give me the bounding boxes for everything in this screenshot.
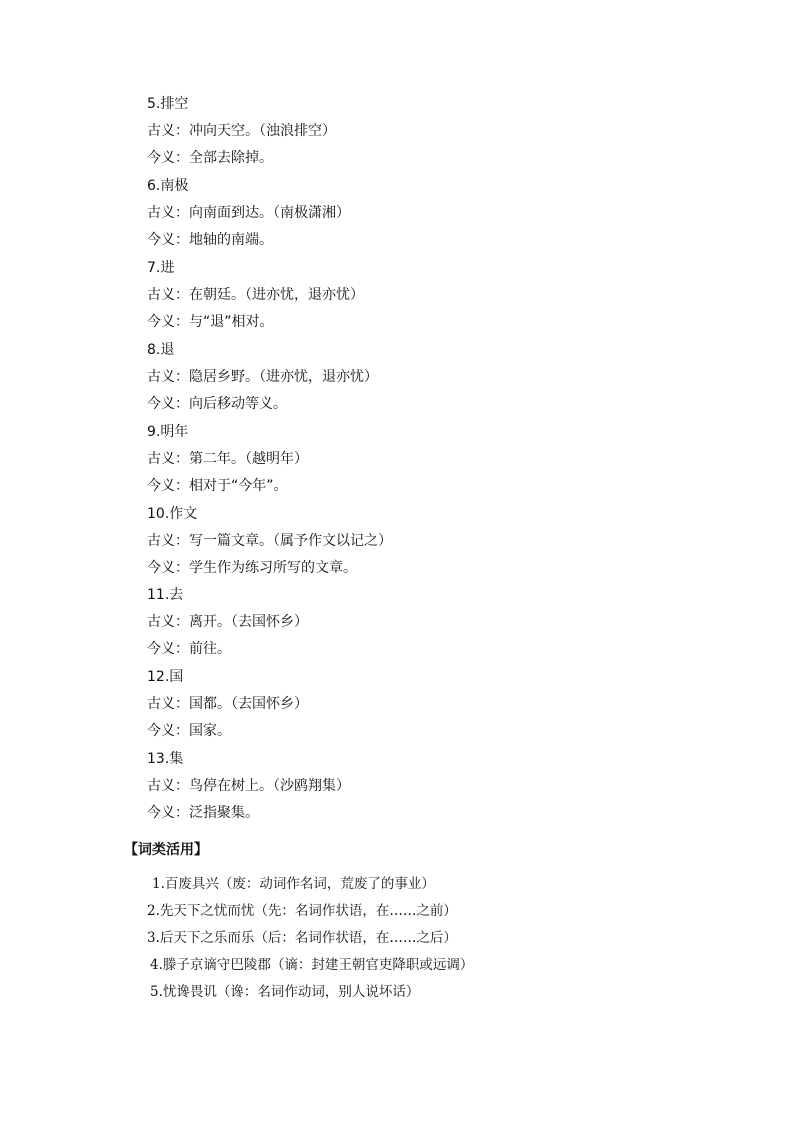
glossary-modern-meaning: 今义：全部去除掉。	[147, 150, 273, 166]
glossary-term: 10.作文	[147, 506, 198, 522]
glossary-modern-meaning: 今义：与“退”相对。	[147, 314, 274, 330]
glossary-modern-meaning: 今义：学生作为练习所写的文章。	[147, 560, 357, 576]
glossary-ancient-meaning: 古义：写一篇文章。（属予作文以记之）	[147, 533, 392, 549]
glossary-term: 9.明年	[147, 424, 189, 440]
glossary-term: 13.集	[147, 751, 184, 767]
glossary-ancient-meaning: 古义：在朝廷。（进亦忧，退亦忧）	[147, 287, 364, 303]
glossary-ancient-meaning: 古义：国都。（去国怀乡）	[147, 696, 308, 712]
glossary-ancient-meaning: 古义：隐居乡野。（进亦忧，退亦忧）	[147, 369, 378, 385]
section-heading: 【词类活用】	[124, 842, 208, 858]
glossary-ancient-meaning: 古义：离开。（去国怀乡）	[147, 614, 308, 630]
glossary-term: 11.去	[147, 587, 184, 603]
usage-item: 2.先天下之忧而忧（先：名词作状语，在……之前）	[147, 903, 457, 919]
glossary-term: 5.排空	[147, 96, 189, 112]
glossary-term: 6.南极	[147, 178, 189, 194]
glossary-ancient-meaning: 古义：向南面到达。（南极潇湘）	[147, 205, 350, 221]
glossary-modern-meaning: 今义：国家。	[147, 723, 231, 739]
glossary-modern-meaning: 今义：泛指聚集。	[147, 805, 259, 821]
glossary-modern-meaning: 今义：向后移动等义。	[147, 396, 287, 412]
glossary-modern-meaning: 今义：相对于“今年”。	[147, 478, 288, 494]
glossary-ancient-meaning: 古义：鸟停在树上。（沙鸥翔集）	[147, 778, 350, 794]
usage-item: 5.忧谗畏讥（谗：名词作动词，别人说坏话）	[150, 984, 420, 1000]
usage-item: 4.滕子京谪守巴陵郡（谪：封建王朝官吏降职或远调）	[150, 957, 474, 973]
usage-item: 1.百废具兴（废：动词作名词，荒废了的事业）	[152, 876, 435, 892]
usage-item: 3.后天下之乐而乐（后：名词作状语，在……之后）	[147, 930, 457, 946]
glossary-term: 7.进	[147, 260, 175, 276]
glossary-ancient-meaning: 古义：冲向天空。（浊浪排空）	[147, 123, 336, 139]
glossary-modern-meaning: 今义：前往。	[147, 641, 231, 657]
glossary-ancient-meaning: 古义：第二年。（越明年）	[147, 451, 308, 467]
glossary-term: 12.国	[147, 669, 184, 685]
glossary-modern-meaning: 今义：地轴的南端。	[147, 232, 273, 248]
glossary-term: 8.退	[147, 342, 175, 358]
